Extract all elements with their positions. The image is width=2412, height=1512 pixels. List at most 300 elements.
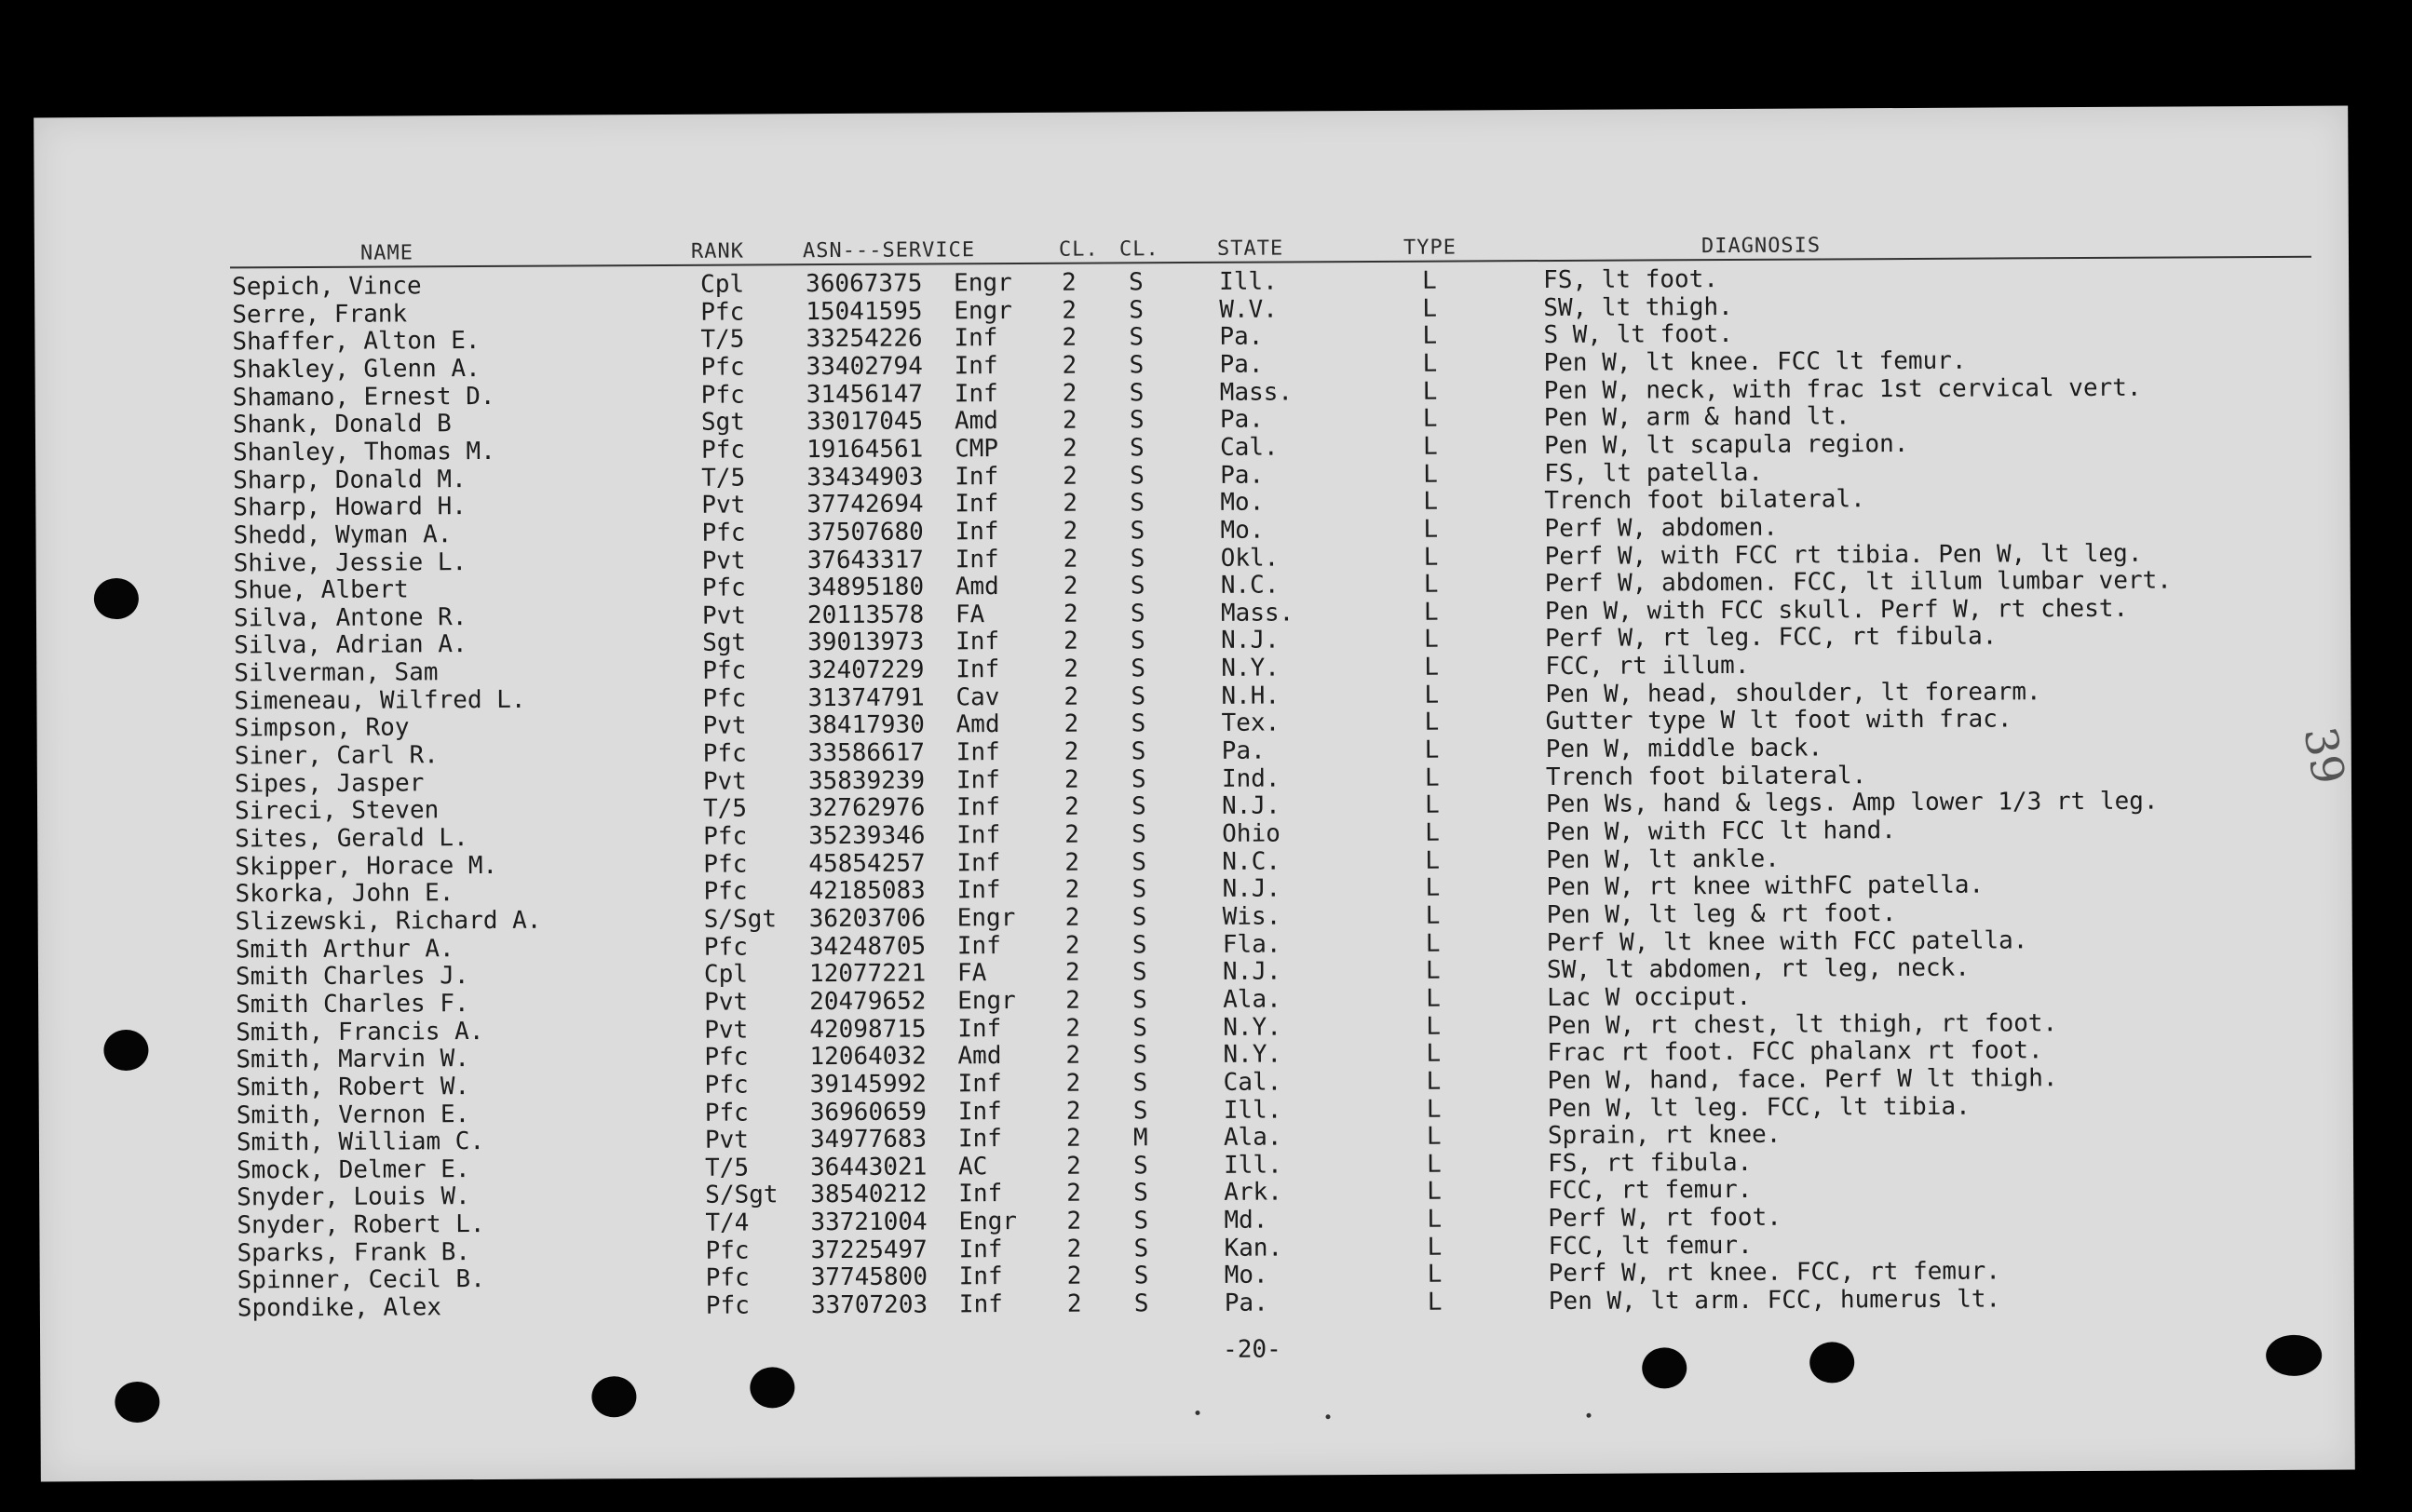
cell-state: N.J. [1221, 791, 1281, 821]
cell-service: Inf [957, 1097, 1002, 1126]
cell-type: L [1427, 1150, 1442, 1179]
cell-type: L [1424, 790, 1440, 820]
cell-name: Smith Charles J. [235, 962, 469, 992]
cell-class-1: 2 [1066, 1207, 1082, 1235]
cell-rank: Pfc [700, 298, 745, 327]
cell-diagnosis: Perf W, abdomen. FCC, lt illum lumbar vert. [1544, 566, 2172, 599]
cell-rank: T/5 [705, 1154, 750, 1182]
cell-name: Shive, Jessie L. [233, 547, 467, 577]
cell-diagnosis: Pen Ws, hand & legs. Amp lower 1/3 rt leg. [1545, 787, 2159, 819]
cell-asn: 31374791 [807, 683, 925, 712]
cell-asn: 33586617 [807, 738, 926, 768]
cell-class-1: 2 [1063, 489, 1078, 518]
cell-class-2: S [1132, 1069, 1148, 1098]
cell-class-2: S [1129, 351, 1145, 380]
cell-class-1: 2 [1064, 682, 1079, 711]
cell-type: L [1422, 294, 1438, 323]
cell-asn: 33707203 [810, 1290, 928, 1320]
cell-rank: Pvt [701, 547, 746, 575]
cell-name: Skorka, John E. [235, 879, 454, 909]
cell-class-1: 2 [1062, 434, 1077, 463]
cell-service: Inf [955, 462, 999, 491]
cell-asn: 37225497 [810, 1235, 928, 1264]
cell-state: Pa. [1219, 350, 1264, 379]
cell-asn: 42185083 [808, 876, 926, 906]
cell-state: Ala. [1223, 1123, 1282, 1152]
cell-rank: Pvt [704, 1126, 749, 1154]
cell-service: Engr [954, 269, 1012, 298]
cell-diagnosis: Perf W, abdomen. [1544, 513, 1779, 543]
cell-class-2: S [1129, 295, 1145, 325]
cell-class-2: S [1131, 627, 1145, 655]
cell-diagnosis: Pen W, arm & hand lt. [1543, 402, 1850, 433]
cell-class-2: S [1131, 764, 1146, 794]
cell-state: Mo. [1224, 1261, 1268, 1290]
cell-asn: 37745800 [810, 1262, 928, 1292]
cell-class-1: 2 [1066, 1235, 1082, 1263]
cell-class-1: 2 [1065, 1014, 1081, 1043]
cell-service: Engr [957, 986, 1016, 1016]
cell-asn: 33017045 [806, 407, 924, 437]
cell-name: Siner, Carl R. [234, 741, 440, 771]
cell-service: Inf [954, 352, 998, 381]
cell-type: L [1422, 321, 1438, 351]
cell-class-1: 2 [1065, 1069, 1081, 1098]
cell-service: CMP [954, 434, 999, 464]
cell-type: L [1422, 266, 1437, 295]
punch-hole [1642, 1347, 1687, 1388]
cell-class-1: 2 [1065, 1041, 1081, 1070]
cell-state: Ohio [1222, 819, 1281, 848]
cell-name: Sipes, Jasper [234, 769, 425, 799]
cell-asn: 33254226 [806, 324, 923, 354]
cell-state: Wis. [1222, 902, 1281, 931]
cell-class-1: 2 [1062, 351, 1077, 380]
cell-rank: Pfc [700, 436, 746, 465]
cell-state: W.V. [1219, 295, 1278, 324]
cell-type: L [1427, 1288, 1443, 1316]
cell-state: Ill. [1224, 1151, 1282, 1180]
cell-class-2: S [1133, 1207, 1149, 1235]
cell-service: FA [956, 959, 987, 988]
cell-class-1: 2 [1066, 1152, 1081, 1181]
cell-asn: 39145992 [809, 1070, 927, 1100]
cell-diagnosis: Lac W occiput. [1547, 982, 1752, 1012]
cell-diagnosis: Pen W, rt knee withFC patella. [1546, 871, 1985, 902]
cell-class-1: 2 [1064, 710, 1079, 739]
cell-asn: 35839239 [807, 766, 926, 795]
cell-class-1: 2 [1064, 820, 1079, 849]
cell-class-2: S [1129, 268, 1144, 297]
cell-class-2: S [1130, 517, 1145, 546]
cell-class-1: 2 [1064, 958, 1080, 987]
cell-rank: Pfc [703, 822, 748, 851]
cell-service: Inf [955, 545, 999, 574]
cell-asn: 38417930 [807, 710, 925, 740]
cell-service: Amd [957, 1042, 1002, 1071]
cell-class-1: 2 [1063, 572, 1078, 601]
cell-diagnosis: S W, lt foot. [1543, 320, 1734, 350]
cell-state: Kan. [1224, 1234, 1283, 1262]
cell-class-2: S [1129, 434, 1145, 463]
cell-class-2: S [1131, 737, 1146, 766]
cell-service: Inf [955, 765, 1000, 795]
cell-service: AC [958, 1152, 988, 1181]
cell-class-2: S [1130, 544, 1145, 573]
header-class-1: CL. [1058, 237, 1099, 262]
cell-rank: Pfc [702, 739, 747, 768]
cell-type: L [1423, 598, 1439, 627]
cell-type: L [1425, 873, 1441, 902]
cell-name: Smith, Vernon E. [236, 1100, 470, 1129]
cell-service: Inf [957, 1125, 1002, 1154]
cell-rank: Pvt [704, 988, 749, 1017]
cell-type: L [1427, 1178, 1442, 1207]
cell-class-1: 2 [1064, 792, 1079, 822]
cell-asn: 33402794 [806, 352, 923, 382]
cell-name: Shue, Albert [233, 575, 409, 605]
cell-class-1: 2 [1063, 462, 1077, 491]
cell-type: L [1426, 1012, 1442, 1041]
cell-class-1: 2 [1064, 931, 1080, 960]
cell-type: L [1425, 929, 1441, 958]
cell-rank: Pfc [704, 1099, 749, 1127]
cell-name: Sepich, Vince [232, 272, 422, 302]
cell-class-2: S [1131, 682, 1146, 711]
cell-diagnosis: Perf W, rt knee. FCC, rt femur. [1548, 1257, 2001, 1289]
cell-class-2: S [1132, 986, 1147, 1015]
cell-diagnosis: FS, rt fibula. [1548, 1148, 1753, 1178]
cell-asn: 36960659 [809, 1098, 928, 1127]
cell-asn: 33721004 [810, 1208, 928, 1237]
cell-class-1: 2 [1065, 1124, 1081, 1153]
cell-name: Shanley, Thomas M. [232, 437, 495, 467]
cell-type: L [1427, 1233, 1443, 1262]
cell-asn: 33434903 [806, 463, 924, 492]
cell-rank: Pfc [705, 1291, 750, 1320]
cell-class-1: 2 [1063, 517, 1078, 546]
cell-service: Amd [955, 710, 1000, 739]
cell-state: Tex. [1221, 709, 1281, 738]
cell-class-2: S [1132, 1041, 1148, 1070]
cell-state: Mass. [1219, 378, 1294, 407]
cell-rank: Pvt [702, 711, 747, 741]
cell-rank: Pfc [702, 684, 747, 713]
cell-asn: 20479652 [809, 987, 927, 1017]
cell-type: L [1427, 1205, 1443, 1234]
cell-class-1: 2 [1064, 765, 1079, 794]
cell-state: Mo. [1220, 516, 1265, 545]
cell-asn: 45854257 [808, 849, 926, 878]
cell-type: L [1423, 487, 1439, 516]
cell-service: Inf [955, 655, 1000, 684]
cell-state: N.Y. [1221, 654, 1280, 682]
cell-class-1: 2 [1064, 903, 1080, 932]
cell-type: L [1424, 681, 1440, 709]
cell-diagnosis: Pen W, lt leg & rt foot. [1546, 898, 1897, 929]
cell-service: Inf [956, 821, 1001, 850]
cell-name: Shamano, Ernest D. [232, 382, 495, 412]
cell-service: Inf [956, 848, 1001, 877]
cell-state: Pa. [1220, 461, 1265, 490]
cell-asn: 12064032 [809, 1042, 927, 1072]
cell-diagnosis: Pen W, rt chest, lt thigh, rt foot. [1547, 1008, 2058, 1040]
cell-class-1: 2 [1062, 296, 1077, 325]
cell-rank: Pfc [701, 574, 746, 602]
cell-type: L [1426, 1039, 1442, 1068]
cell-type: L [1426, 984, 1441, 1013]
cell-class-2: S [1131, 958, 1147, 987]
header-class-2: CL. [1118, 237, 1159, 262]
cell-service: Inf [957, 1014, 1002, 1043]
cell-class-1: 2 [1066, 1262, 1082, 1291]
cell-asn: 32407229 [807, 655, 925, 685]
cell-class-1: 2 [1062, 323, 1077, 353]
cell-diagnosis: FS, lt patella. [1544, 458, 1764, 488]
page-number: -20- [1223, 1335, 1281, 1364]
cell-state: Ill. [1223, 1096, 1282, 1125]
cell-type: L [1425, 901, 1441, 930]
cell-diagnosis: Gutter type W lt foot with frac. [1545, 705, 2012, 736]
cell-class-2: S [1131, 709, 1146, 738]
cell-asn: 32762976 [807, 793, 926, 823]
cell-asn: 34248705 [808, 932, 927, 961]
cell-type: L [1423, 543, 1439, 572]
cell-diagnosis: Trench foot bilateral. [1545, 761, 1867, 791]
cell-diagnosis: Perf W, lt knee with FCC patella. [1546, 925, 2028, 957]
cell-name: Sharp, Donald M. [233, 465, 467, 494]
cell-class-2: S [1130, 489, 1145, 518]
cell-rank: T/5 [700, 325, 745, 355]
cell-type: L [1423, 515, 1439, 544]
cell-diagnosis: FS, lt foot. [1543, 265, 1719, 295]
cell-asn: 37742694 [806, 490, 924, 520]
cell-rank: S/Sgt [703, 905, 778, 934]
cell-rank: Sgt [702, 628, 747, 658]
cell-type: L [1425, 818, 1440, 847]
cell-service: Inf [955, 738, 1000, 767]
paper-speck [1195, 1411, 1199, 1415]
cell-class-1: 2 [1064, 655, 1079, 683]
cell-rank: Cpl [700, 270, 745, 299]
handwritten-page-mark: 39 [2293, 722, 2355, 789]
cell-class-1: 2 [1062, 379, 1077, 408]
cell-service: Inf [958, 1180, 1003, 1208]
punch-hole [2266, 1335, 2322, 1376]
cell-name: Spondike, Alex [237, 1293, 442, 1323]
paper-speck [1325, 1414, 1330, 1419]
cell-type: L [1422, 377, 1438, 406]
cell-state: Pa. [1221, 736, 1266, 765]
cell-diagnosis: Pen W, lt arm. FCC, humerus lt. [1548, 1285, 2001, 1316]
cell-asn: 37507680 [806, 518, 924, 547]
document-page [34, 106, 2355, 1482]
cell-name: Shedd, Wyman A. [233, 520, 453, 550]
cell-state: N.Y. [1223, 1040, 1282, 1070]
cell-type: L [1424, 626, 1439, 655]
cell-name: Silva, Adrian A. [234, 630, 467, 660]
cell-state: Pa. [1219, 322, 1264, 352]
cell-diagnosis: Frac rt foot. FCC phalanx rt foot. [1547, 1036, 2043, 1068]
cell-name: Shank, Donald B [232, 410, 452, 439]
cell-rank: Pfc [703, 933, 748, 962]
cell-diagnosis: Pen W, lt ankle. [1546, 844, 1780, 874]
cell-name: Smith, Francis A. [236, 1017, 484, 1046]
cell-service: Inf [955, 490, 999, 519]
cell-name: Skipper, Horace M. [235, 851, 498, 882]
cell-class-1: 2 [1063, 600, 1078, 628]
cell-state: Mo. [1220, 488, 1265, 518]
cell-state: Cal. [1223, 1068, 1282, 1097]
cell-asn: 31456147 [806, 380, 924, 409]
cell-rank: Pfc [702, 656, 747, 685]
cell-class-2: S [1133, 1262, 1149, 1290]
cell-diagnosis: Pen W, lt knee. FCC lt femur. [1543, 346, 1967, 377]
cell-state: Okl. [1220, 544, 1280, 573]
cell-type: L [1424, 736, 1440, 764]
cell-class-2: S [1133, 1179, 1148, 1208]
cell-asn: 19164561 [806, 435, 924, 465]
header-asn-service: ASN---SERVICE [802, 238, 976, 263]
cell-type: L [1422, 432, 1438, 461]
cell-class-1: 2 [1066, 1180, 1081, 1208]
cell-name: Smith, Marvin W. [236, 1045, 470, 1074]
cell-type: L [1425, 846, 1441, 875]
cell-class-2: S [1133, 1235, 1149, 1263]
punch-hole [1809, 1342, 1854, 1383]
cell-asn: 20113578 [806, 601, 925, 629]
cell-state: Ind. [1221, 764, 1281, 793]
cell-asn: 36067375 [806, 269, 923, 299]
cell-class-2: S [1131, 820, 1146, 849]
cell-rank: Pfc [700, 353, 745, 382]
cell-diagnosis: Perf W, with FCC rt tibia. Pen W, lt leg. [1544, 539, 2143, 571]
cell-asn: 35239346 [808, 821, 926, 851]
cell-class-2: M [1132, 1124, 1148, 1153]
cell-asn: 38540212 [810, 1180, 928, 1209]
cell-name: Slizewski, Richard A. [235, 906, 542, 937]
cell-class-2: S [1131, 875, 1147, 904]
cell-state: N.J. [1221, 626, 1280, 655]
cell-service: Amd [955, 573, 999, 601]
header-name: NAME [359, 241, 413, 265]
punch-hole [115, 1382, 159, 1423]
header-diagnosis: DIAGNOSIS [1701, 234, 1822, 259]
cell-class-2: S [1131, 655, 1146, 683]
cell-rank: Pfc [705, 1263, 750, 1293]
cell-diagnosis: Pen W, middle back. [1545, 734, 1823, 764]
cell-diagnosis: SW, lt abdomen, rt leg, neck. [1546, 953, 1971, 985]
cell-class-1: 2 [1062, 268, 1077, 297]
cell-service: Inf [955, 793, 1001, 822]
cell-asn: 39013973 [807, 628, 925, 657]
cell-state: Ala. [1223, 985, 1281, 1014]
cell-state: Mass. [1220, 599, 1294, 628]
cell-class-1: 2 [1064, 737, 1079, 766]
cell-class-1: 2 [1063, 545, 1078, 574]
cell-state: N.H. [1221, 682, 1281, 710]
cell-diagnosis: FCC, lt femur. [1548, 1231, 1753, 1261]
cell-asn: 36443021 [810, 1153, 928, 1181]
cell-type: L [1422, 349, 1438, 378]
cell-service: Engr [954, 296, 1012, 325]
cell-asn: 15041595 [806, 297, 923, 326]
cell-type: L [1426, 1122, 1442, 1151]
cell-type: L [1424, 653, 1440, 682]
cell-rank: T/5 [701, 464, 746, 493]
punch-hole [94, 578, 139, 619]
cell-type: L [1427, 1261, 1443, 1289]
cell-name: Smith, Robert W. [236, 1072, 470, 1102]
cell-asn: 42098715 [809, 1015, 927, 1044]
cell-name: Snyder, Louis W. [237, 1182, 470, 1212]
cell-state: N.J. [1222, 957, 1281, 987]
cell-class-2: S [1133, 1152, 1148, 1181]
punch-hole [103, 1030, 148, 1071]
cell-service: Inf [956, 931, 1001, 960]
cell-state: Md. [1224, 1206, 1268, 1235]
cell-service: Amd [954, 407, 998, 436]
cell-state: Cal. [1219, 433, 1279, 462]
cell-name: Silverman, Sam [234, 658, 439, 688]
cell-diagnosis: SW, lt thigh. [1543, 292, 1733, 322]
cell-state: Pa. [1219, 405, 1264, 435]
cell-name: Smith, William C. [236, 1127, 485, 1157]
cell-service: Inf [954, 379, 998, 408]
cell-rank: Pvt [702, 767, 747, 796]
cell-class-1: 2 [1062, 406, 1077, 435]
cell-diagnosis: Pen W, head, shoulder, lt forearm. [1545, 677, 2041, 709]
cell-service: Inf [955, 628, 1000, 656]
cell-name: Simpson, Roy [234, 713, 410, 743]
header-rank: RANK [690, 239, 744, 263]
cell-name: Smith Arthur A. [235, 934, 454, 964]
cell-rank: Pfc [700, 381, 745, 410]
cell-name: Snyder, Robert L. [237, 1210, 485, 1240]
cell-name: Shaffer, Alton E. [232, 327, 481, 357]
cell-asn: 34895180 [806, 573, 925, 602]
cell-diagnosis: Pen W, lt leg. FCC, lt tibia. [1547, 1092, 1971, 1123]
cell-rank: Pfc [703, 850, 748, 879]
cell-type: L [1426, 1095, 1442, 1124]
cell-rank: Sgt [700, 408, 745, 438]
cell-service: Engr [956, 903, 1016, 933]
cell-name: Smith Charles F. [236, 989, 469, 1019]
cell-name: Shakley, Glenn A. [232, 354, 481, 385]
cell-class-2: S [1131, 930, 1147, 959]
cell-class-2: S [1130, 600, 1145, 628]
cell-rank: Pfc [704, 1071, 749, 1100]
cell-state: Ill. [1219, 267, 1278, 296]
punch-hole [750, 1367, 794, 1408]
cell-diagnosis: Trench foot bilateral. [1544, 485, 1865, 516]
cell-class-2: S [1129, 323, 1145, 352]
cell-name: Sites, Gerald L. [235, 824, 468, 854]
cell-service: Inf [958, 1290, 1003, 1319]
cell-rank: Pvt [701, 491, 746, 520]
cell-type: L [1426, 1067, 1442, 1096]
cell-diagnosis: Pen W, with FCC lt hand. [1546, 817, 1896, 847]
cell-state: N.C. [1222, 847, 1281, 876]
cell-asn: 34977683 [809, 1125, 928, 1154]
cell-service: Inf [954, 324, 998, 353]
cell-diagnosis: Pen W, lt scapula region. [1543, 429, 1909, 460]
cell-class-2: S [1131, 847, 1147, 876]
cell-rank: Pfc [701, 519, 746, 547]
cell-diagnosis: Perf W, rt leg. FCC, rt fibula. [1545, 622, 1998, 654]
cell-rank: S/Sgt [705, 1181, 779, 1210]
cell-state: Pa. [1224, 1289, 1268, 1317]
